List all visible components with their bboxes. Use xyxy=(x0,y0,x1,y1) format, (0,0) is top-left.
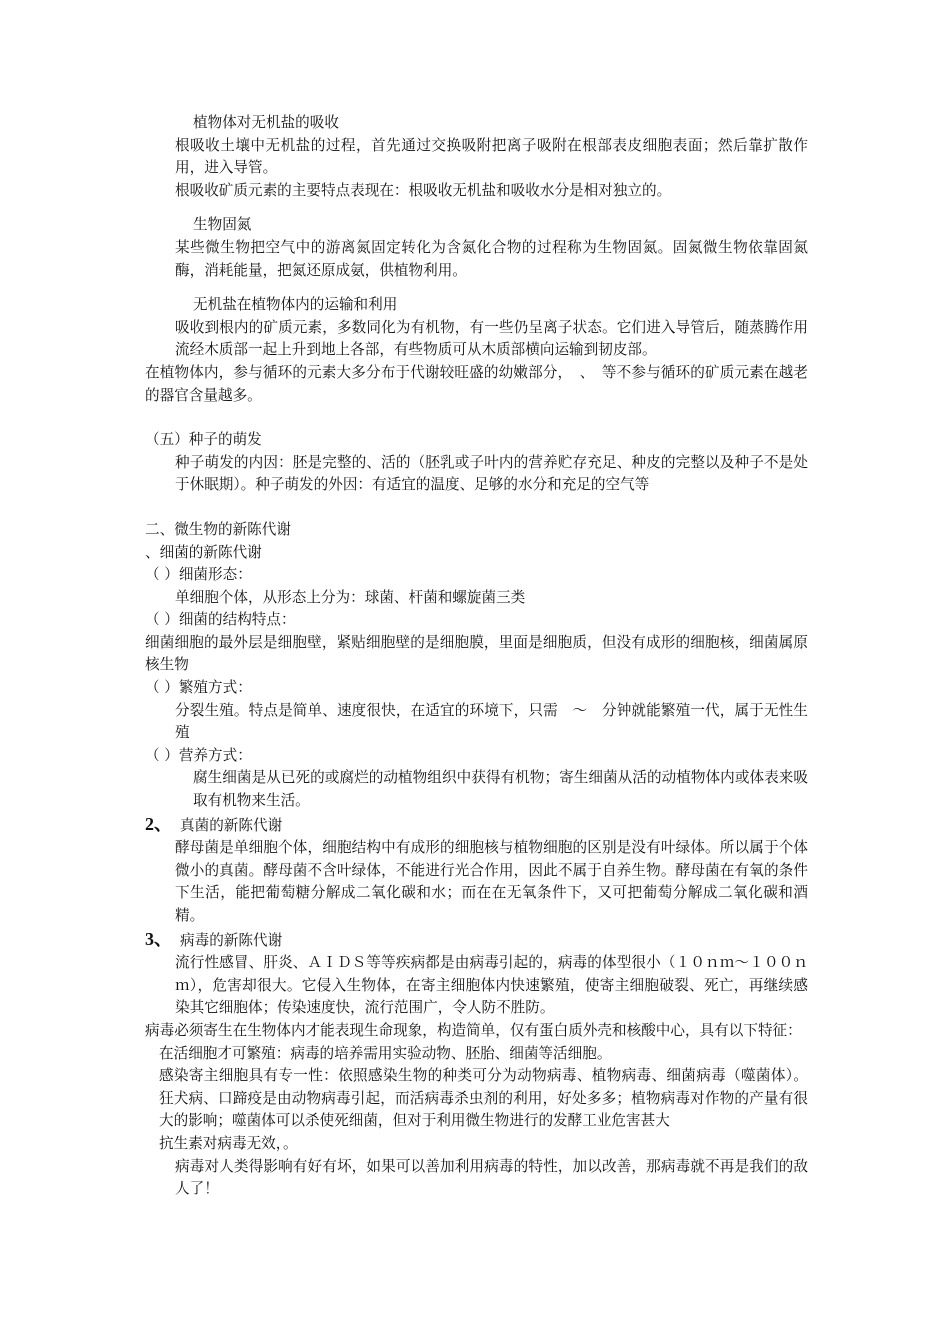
subsection-title-bacteria: 、细菌的新陈代谢 xyxy=(145,543,262,561)
paragraph: 病毒对人类得影响有好有坏，如果可以善加利用病毒的特性，加以改善，那病毒就不再是我们的敌人了！ xyxy=(175,1157,808,1198)
subsection-label: 病毒的新陈代谢 xyxy=(180,931,283,949)
paragraph: 根吸收矿质元素的主要特点表现在：根吸收无机盐和吸收水分是相对独立的。 xyxy=(175,181,672,199)
paragraph: 在活细胞才可繁殖：病毒的培养需用实验动物、胚胎、细菌等活细胞。 xyxy=(159,1044,612,1062)
item-heading: （ ）细菌的结构特点： xyxy=(145,611,296,629)
section-title-mineral-transport: 无机盐在植物体内的运输和利用 xyxy=(193,296,398,314)
document-page xyxy=(145,112,808,1201)
paragraph: 某些微生物把空气中的游离氮固定转化为含氮化合物的过程称为生物固氮。固氮微生物依靠固氮酶，消耗能量，把氮还原成氨，供植物利用。 xyxy=(175,238,808,279)
section-title-seed-germination: （五）种子的萌发 xyxy=(145,431,262,449)
paragraph: 抗生素对病毒无效，。 xyxy=(159,1134,298,1152)
paragraph: 细菌细胞的最外层是细胞壁，紧贴细胞壁的是细胞膜，里面是细胞质，但没有成形的细胞核，细菌属原核生物 xyxy=(145,633,808,674)
paragraph: 腐生细菌是从已死的或腐烂的动植物组织中获得有机物；寄生细菌从活的动植物体内或体表来吸取有机物来生活。 xyxy=(193,769,808,810)
subsection-title-virus xyxy=(145,928,808,953)
part-title-microbial-metabolism: 二、微生物的新陈代谢 xyxy=(145,520,291,538)
item-heading: （ ）繁殖方式： xyxy=(145,679,252,697)
section-title-nitrogen-fixation: 生物固氮 xyxy=(193,216,252,234)
paragraph: 分裂生殖。特点是简单、速度很快，在适宜的环境下，只需 ～ 分钟就能繁殖一代，属于无性生殖 xyxy=(175,701,808,742)
section-title-mineral-absorption: 植物体对无机盐的吸收 xyxy=(193,114,339,131)
paragraph: 感染寄主细胞具有专一性：依照感染生物的种类可分为动物病毒、植物病毒、细菌病毒（噬菌体）。狂犬病、口蹄疫是由动物病毒引起，而活病毒杀虫剂的利用，好处多多；植物病毒对作物的产量有很大的影响；噬菌体可以杀使死细菌，但对于利用微生物进行的发酵工业危害甚大 xyxy=(159,1067,808,1130)
paragraph: 吸收到根内的矿质元素，多数同化为有机物，有一些仍呈离子状态。它们进入导管后，随蒸腾作用流经木质部一起上升到地上各部，有些物质可从木质部横向运输到韧皮部。 xyxy=(175,318,808,359)
paragraph: 酵母菌是单细胞个体，细胞结构中有成形的细胞核与植物细胞的区别是没有叶绿体。所以属于个体微小的真菌。酵母菌不含叶绿体，不能进行光合作用，因此不属于自养生物。酵母菌在有氧的条件下生活，能把葡萄糖分解成二氧化碳和水；而在在无氧条件下，又可把葡萄分解成二氧化碳和酒精。 xyxy=(175,839,808,924)
subsection-label: 真菌的新陈代谢 xyxy=(180,816,283,834)
paragraph: 在植物体内，参与循环的元素大多分布于代谢较旺盛的幼嫩部分， 、 等不参与循环的矿质元素在越老的器官含量越多。 xyxy=(145,363,808,404)
paragraph: 单细胞个体，从形态上分为：球菌、杆菌和螺旋菌三类 xyxy=(175,588,526,606)
subsection-title-fungi xyxy=(145,813,808,838)
paragraph: 流行性感冒、肝炎、ＡＩＤＳ等等疾病都是由病毒引起的，病毒的体型很小（１０ｎｍ～１００ｎｍ），危害却很大。它侵入生物体，在寄主细胞体内快速繁殖，使寄主细胞破裂、死亡，再继续感染其它细胞体；传染速度快，流行范围广，令人防不胜防。 xyxy=(175,954,808,1017)
section-number: 3、 xyxy=(145,928,172,949)
paragraph: 根吸收土壤中无机盐的过程，首先通过交换吸附把离子吸附在根部表皮细胞表面；然后靠扩散作用，进入导管。 xyxy=(175,136,808,177)
paragraph: 病毒必须寄生在生物体内才能表现生命现象，构造简单，仅有蛋白质外壳和核酸中心，具有以下特征： xyxy=(145,1021,802,1039)
section-number: 2、 xyxy=(145,813,172,834)
item-heading: （ ）营养方式： xyxy=(145,746,252,764)
item-heading: （ ）细菌形态： xyxy=(145,566,252,584)
paragraph: 种子萌发的内因：胚是完整的、活的（胚乳或子叶内的营养贮存充足、种皮的完整以及种子不是处于休眠期）。种子萌发的外因：有适宜的温度、足够的水分和充足的空气等 xyxy=(175,453,808,494)
